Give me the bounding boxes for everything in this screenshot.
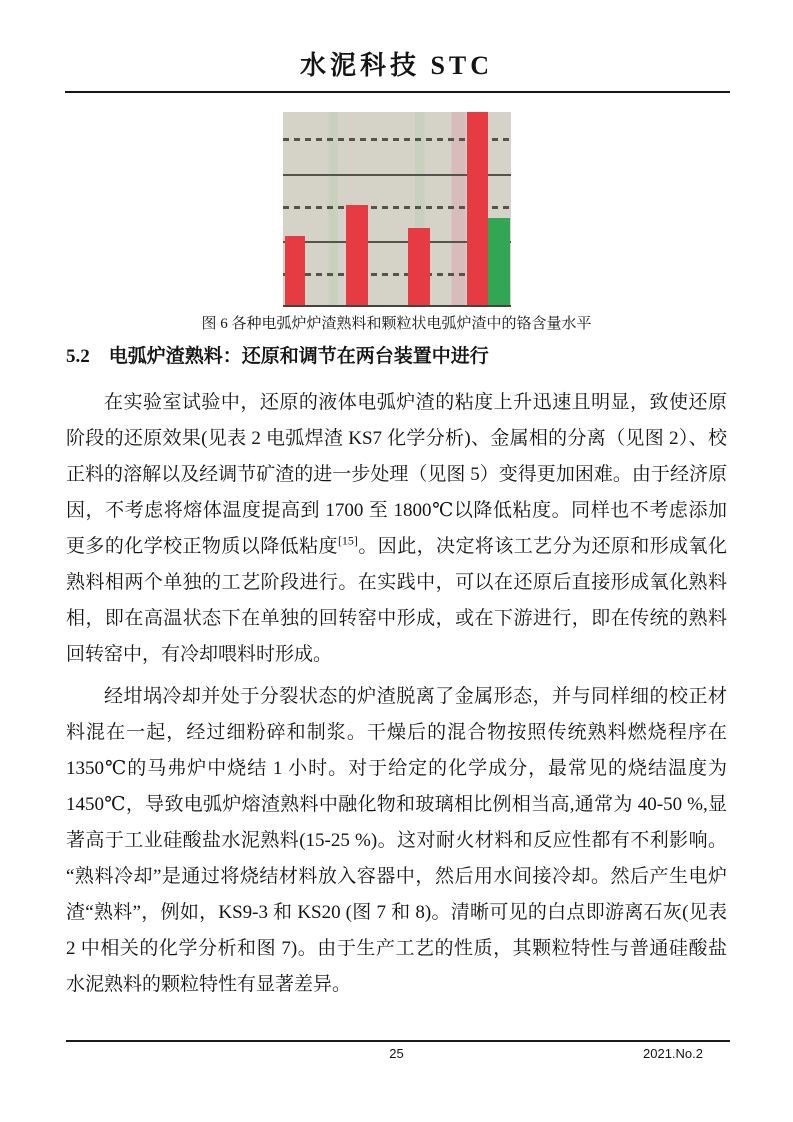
paragraph-1-text: 在实验室试验中，还原的液体电弧炉渣的粘度上升迅速且明显，致使还原阶段的还原效果(见表 2 电弧焊渣 KS7 化学分析)、金属相的分离（见图 2）、校正料的溶解以及经调节矿渣的进一步处理（见图 5）变得更加困难。由于经济原因，不考虑将熔体温度提高到 1700 至 1800℃以降低粘度。同样也不考虑添加更多的化学校正物质以降低粘度 — [66, 392, 727, 557]
section-title: 电弧炉渣熟料：还原和调节在两台装置中进行 — [108, 346, 489, 367]
chart-bar — [408, 228, 430, 305]
chart-image — [283, 112, 511, 307]
page-number: 25 — [389, 1046, 404, 1061]
citation-15: [15] — [337, 533, 358, 548]
footer-divider — [66, 1040, 730, 1042]
figure-caption: 图 6 各种电弧炉炉渣熟料和颗粒状电弧炉渣中的铬含量水平 — [201, 316, 592, 332]
issue-number: 2021.No.2 — [643, 1046, 703, 1061]
journal-title: 水泥科技 STC — [299, 51, 494, 80]
chart-bar — [285, 236, 306, 305]
paragraph-2: 经坩埚冷却并处于分裂状态的炉渣脱离了金属形态，并与同样细的校正材料混在一起，经过细粉碎和制浆。干燥后的混合物按照传统熟料燃烧程序在 1350℃的马弗炉中烧结 1 小时。对于给定的化学成分，最常见的烧结温度为 1450℃，导致电弧炉熔渣熟料中融化物和玻璃相比例相当高,通常为 40-50 %,显著高于工业硅酸盐水泥熟料(15-25 %)。这对耐火材料和反应性都有不利影响。“熟料冷却”是通过将烧结材料放入容器中，然后用水间接冷却。然后产生电炉渣“熟料”，例如，KS9-3 和 KS20 (图 7 和 8)。清晰可见的白点即游离石灰(见表 2 中相关的化学分析和图 7)。由于生产工艺的性质，其颗粒特性与普通硅酸盐水泥熟料的颗粒特性有显著差异。 — [66, 686, 727, 995]
chart-bar — [346, 205, 368, 305]
figure-6 — [0, 112, 793, 307]
chart-bar — [488, 218, 511, 305]
header-divider — [65, 91, 730, 93]
paragraph-1-text-cont: 。因此，决定将该工艺分为还原和形成氧化熟料相两个单独的工艺阶段进行。在实践中，可以在还原后直接形成氧化熟料相，即在高温状态下在单独的回转窑中形成，或在下游进行，即在传统的熟料回转窑中，有冷却喂料时形成。 — [66, 536, 727, 665]
section-number: 5.2 — [66, 346, 90, 367]
chart-bar — [467, 112, 488, 305]
paragraph-1 — [66, 385, 727, 673]
section-heading — [66, 343, 727, 370]
